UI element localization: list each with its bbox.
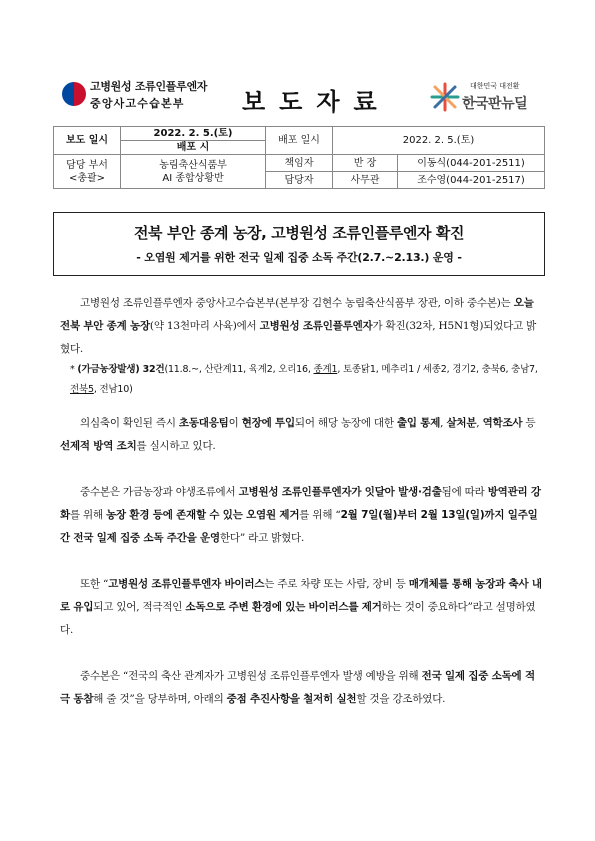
text-run: 등	[522, 417, 536, 429]
contact-name: 조수영(044-201-2517)	[398, 172, 545, 189]
text-run: 중수본은 “전국의 축산 관계자가 고병원성 조류인플루엔자 발생 예방을 위해	[80, 670, 422, 682]
body-paragraph-3	[60, 481, 543, 550]
org-name-line1: 고병원성 조류인플루엔자	[90, 80, 208, 93]
org-name-line2: 중앙사고수습본부	[90, 97, 185, 110]
text-run: 고병원성 조류인플루엔자가 잇달아 발생·검출	[238, 486, 442, 498]
text-run: 중수본은 가금농장과 야생조류에서	[80, 486, 239, 498]
text-run: 가 확진(32차, H5N1형)되었다고 밝혔다.	[60, 320, 537, 355]
document-type-title: 보도자료	[242, 88, 391, 116]
text-run: 는 주로 차량 또는 사람, 장비 등	[264, 578, 409, 590]
government-emblem-icon	[62, 82, 86, 106]
body-paragraph-1	[60, 292, 543, 361]
text-run: 선제적 방역 조치	[60, 440, 137, 452]
gov-slogan: 대한민국 대전환	[470, 82, 520, 90]
text-run: 전북5	[70, 384, 94, 395]
body-paragraph-5	[60, 665, 543, 711]
text-run: 의심축이 확인된 즉시	[80, 417, 179, 429]
text-run: 한다” 라고 밝혔다.	[219, 532, 305, 544]
text-run: (가금농장발생) 32건	[77, 364, 165, 375]
contact-title: 사무관	[333, 172, 398, 189]
text-run: 역학조사	[482, 417, 523, 429]
text-run: 살처분	[446, 417, 477, 429]
text-run: 고병원성 조류인플루엔자 바이러스	[108, 578, 265, 590]
text-run: 소독으로 주변 환경에 있는 바이러스를 제거	[185, 601, 382, 613]
text-run: 종계1	[313, 364, 338, 375]
text-run: 됨에 따라	[441, 486, 488, 498]
distribution-date-value: 2022. 2. 5.(토)	[333, 127, 545, 155]
responsible-title: 반 장	[333, 155, 398, 172]
text-run: , 전남10)	[93, 384, 133, 395]
text-run: ,	[440, 417, 447, 429]
department-label	[54, 155, 121, 189]
text-run: 고병원성 조류인플루엔자 중앙사고수습본부(본부장 김현수 농림축산식품부 장관, 이하 중수본)는	[80, 297, 514, 309]
department-line2: AI 종합상황반	[162, 172, 224, 184]
text-run: 전국 일제 집중 소독에 적극 동참	[60, 670, 535, 705]
body-paragraph-2	[60, 412, 543, 458]
text-run: 를 위해 “	[299, 509, 341, 521]
department-line1: 농림축산식품부	[159, 159, 227, 171]
text-run: ,	[476, 417, 483, 429]
release-date-label: 보도 일시	[54, 127, 121, 155]
text-run: 또한 “	[80, 578, 109, 590]
text-run: 출입 통제	[396, 417, 441, 429]
text-run: 중점 추진사항을 철저히 실천	[226, 693, 357, 705]
headline-subtitle: - 오염원 제거를 위한 전국 일제 집중 소독 주간(2.7.~2.13.) 운영 -	[136, 251, 462, 264]
text-run: 초동대응팀	[178, 417, 229, 429]
text-run: 를 실시하고 있다.	[136, 440, 216, 452]
gov-brand: 한국판뉴딜	[462, 96, 528, 112]
outbreak-note	[70, 360, 540, 400]
responsible-label: 책임자	[266, 155, 333, 172]
headline-box	[53, 212, 545, 276]
text-run: *	[70, 364, 78, 375]
text-run: 농장 환경 등에 존재할 수 있는 오염원 제거	[106, 509, 300, 521]
text-run: 이	[228, 417, 242, 429]
text-run: 하는 것이 중요하다”라고 설명하였다.	[60, 601, 536, 636]
headline-title: 전북 부안 종계 농장, 고병원성 조류인플루엔자 확진	[133, 224, 465, 242]
text-run: 방역관리 강화	[60, 486, 541, 521]
text-run: 해 줄 것”을 당부하며, 아래의	[93, 693, 227, 705]
text-run: 고병원성 조류인플루엔자	[259, 320, 373, 332]
text-run: 되고 있어, 적극적인	[93, 601, 186, 613]
distribution-date-label: 배포 일시	[266, 127, 333, 155]
responsible-name: 이동식(044-201-2511)	[398, 155, 545, 172]
text-run: 를 위해	[69, 509, 107, 521]
text-run: 매개체를 통해 농장과 축사 내로 유입	[60, 578, 542, 613]
text-run: 현장에 투입	[241, 417, 295, 429]
department-value	[121, 155, 266, 189]
text-run: (11.8.~, 산란계11, 육계2, 오리16,	[164, 364, 314, 375]
department-label-text: 담당 부서	[66, 159, 108, 171]
text-run: 2월 7일(월)부터 2월 13일(일)까지 일주일간 전국 일제 집중 소독 주간을 운영	[60, 509, 538, 544]
department-label-sub: <총괄>	[68, 172, 106, 184]
body-paragraph-4	[60, 573, 543, 642]
release-info-table	[53, 126, 545, 189]
distribution-note: 배포 시	[121, 141, 266, 155]
text-run: 되어 해당 농장에 대한	[294, 417, 397, 429]
text-run: 할 것을 강조하였다.	[356, 693, 446, 705]
korean-new-deal-logo-icon	[430, 82, 460, 112]
contact-label: 담당자	[266, 172, 333, 189]
release-date-value: 2022. 2. 5.(토)	[121, 127, 266, 141]
text-run: 오늘 전북 부안 종계 농장	[60, 297, 534, 332]
text-run: (약 13천마리 사육)에서	[149, 320, 260, 332]
text-run: , 토종닭1, 메추리1 / 세종2, 경기2, 충북6, 충남7,	[337, 364, 538, 375]
